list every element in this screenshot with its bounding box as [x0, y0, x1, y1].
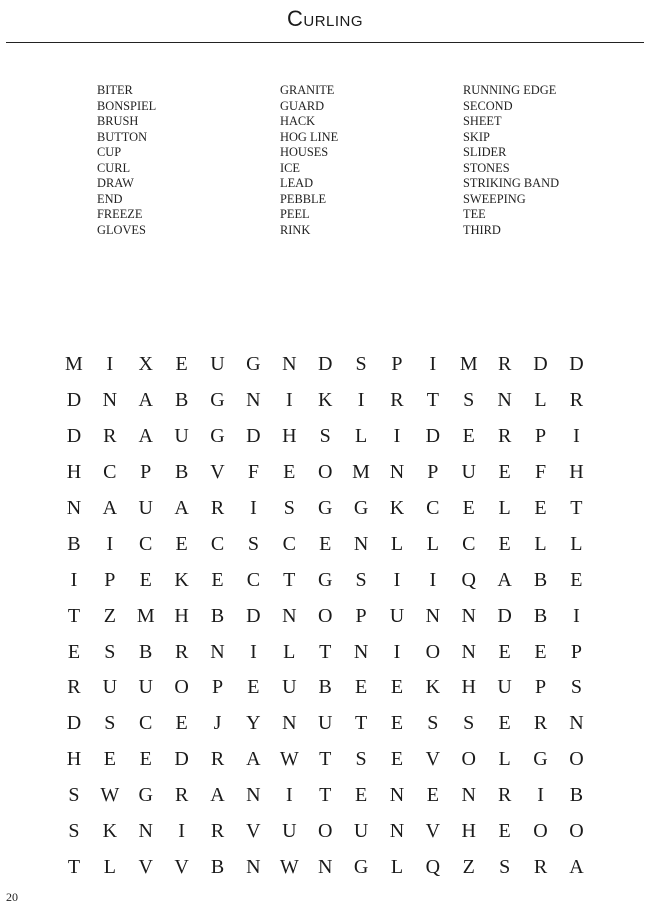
word-list-item: RINK — [280, 222, 311, 237]
grid-letter: U — [353, 820, 369, 843]
word-list-item: SLIDER — [463, 145, 507, 159]
grid-letter: N — [461, 640, 476, 663]
grid-letter: U — [282, 676, 297, 699]
grid-letter: A — [138, 389, 153, 412]
grid-letter: I — [393, 568, 401, 591]
grid-letter: T — [319, 640, 332, 663]
grid-letter: K — [389, 497, 405, 519]
grid-letter: E — [462, 425, 475, 448]
grid-letter: E — [498, 820, 511, 843]
grid-letter: O — [317, 461, 333, 484]
grid-letter: E — [534, 497, 547, 519]
grid-letter: I — [393, 425, 401, 448]
word-list-item: SECOND — [463, 98, 513, 113]
grid-letter: E — [354, 676, 368, 699]
word-list-item: GLOVES — [97, 222, 146, 237]
grid-letter: S — [283, 497, 295, 519]
grid-letter: N — [210, 640, 225, 663]
grid-letter: N — [461, 604, 476, 627]
grid-letter: C — [426, 497, 440, 519]
grid-letter: V — [210, 461, 225, 484]
grid-letter: L — [354, 425, 368, 448]
grid-letter: P — [355, 604, 367, 627]
word-list-item: FREEZE — [97, 207, 143, 221]
grid-letter: P — [104, 568, 116, 591]
grid-letter: G — [317, 568, 333, 591]
grid-letter: T — [319, 748, 332, 771]
grid-letter: E — [211, 568, 224, 591]
word-list-item: CUP — [97, 145, 122, 159]
grid-letter: B — [139, 640, 153, 663]
grid-letter: D — [246, 604, 261, 627]
word-list-item: HOUSES — [280, 145, 329, 159]
grid-letter: T — [319, 784, 332, 807]
grid-letter: G — [317, 497, 333, 519]
grid-letter: H — [174, 604, 189, 627]
grid-letter: T — [283, 568, 296, 591]
page-number: 20 — [6, 890, 18, 904]
grid-letter: P — [140, 461, 152, 484]
grid-letter: R — [497, 425, 512, 448]
grid-letter: E — [390, 712, 404, 735]
grid-letter: C — [462, 532, 476, 555]
grid-letter: N — [66, 497, 82, 519]
word-list-item: RUNNING EDGE — [463, 83, 557, 97]
grid-letter: D — [66, 712, 82, 735]
word-list-item: DRAW — [97, 176, 134, 190]
grid-letter: L — [103, 855, 116, 878]
grid-letter: S — [68, 820, 80, 843]
grid-letter: V — [425, 748, 441, 771]
grid-letter: I — [573, 425, 580, 448]
grid-letter: Y — [246, 712, 261, 735]
grid-letter: R — [569, 389, 584, 412]
grid-letter: P — [427, 461, 439, 484]
grid-letter: S — [463, 712, 475, 735]
grid-letter: G — [353, 855, 369, 878]
grid-letter: N — [317, 855, 333, 878]
grid-letter: N — [282, 353, 297, 376]
grid-letter: N — [389, 784, 405, 807]
grid-letter: C — [282, 532, 296, 555]
word-list-item: SWEEPING — [463, 191, 526, 206]
grid-letter: T — [426, 389, 439, 412]
grid-letter: E — [498, 461, 511, 484]
grid-letter: I — [429, 353, 437, 376]
grid-letter: O — [317, 604, 333, 627]
grid-letter: N — [282, 604, 297, 627]
grid-letter: N — [246, 784, 261, 807]
grid-letter: P — [211, 676, 224, 699]
grid-letter: N — [353, 640, 369, 663]
grid-letter: B — [533, 604, 548, 627]
grid-letter: G — [210, 389, 225, 412]
word-list-item: STONES — [463, 160, 510, 175]
grid-letter: E — [175, 712, 188, 735]
grid-letter: O — [317, 820, 333, 843]
grid-letter: D — [66, 389, 82, 412]
grid-letter: E — [67, 640, 81, 663]
grid-letter: D — [497, 604, 512, 627]
grid-letter: X — [138, 353, 153, 376]
grid-letter: N — [246, 855, 261, 878]
grid-letter: E — [139, 568, 152, 591]
grid-letter: E — [534, 640, 547, 663]
grid-letter: H — [66, 748, 82, 771]
title-divider — [6, 42, 644, 43]
word-list-item: THIRD — [463, 222, 501, 237]
grid-letter: A — [102, 497, 118, 519]
word-list-column-1 — [97, 83, 267, 238]
grid-letter: W — [279, 748, 299, 771]
grid-letter: D — [174, 748, 189, 771]
grid-letter: O — [461, 748, 476, 771]
grid-letter: B — [533, 568, 548, 591]
word-list-item: BITER — [97, 83, 133, 97]
grid-letter: N — [389, 461, 405, 484]
grid-letter: N — [569, 712, 584, 735]
grid-letter: H — [282, 425, 297, 448]
grid-letter: U — [138, 497, 153, 519]
word-list-item: GRANITE — [280, 83, 335, 97]
grid-letter: U — [138, 676, 153, 699]
grid-letter: E — [319, 532, 332, 555]
grid-letter: F — [247, 461, 259, 484]
grid-letter: A — [497, 568, 512, 591]
word-list-item: GUARD — [280, 98, 325, 113]
grid-letter: G — [138, 784, 153, 807]
grid-letter: R — [67, 676, 81, 699]
grid-letter: N — [389, 820, 405, 843]
grid-letter: P — [391, 353, 403, 376]
grid-letter: B — [67, 532, 81, 555]
grid-letter: B — [174, 389, 189, 412]
grid-letter: T — [67, 855, 81, 878]
word-list-item: PEBBLE — [280, 191, 327, 206]
grid-letter: N — [497, 389, 512, 412]
grid-letter: B — [318, 676, 332, 699]
grid-letter: A — [569, 855, 584, 878]
grid-letter: E — [462, 497, 475, 519]
grid-letter: K — [425, 676, 441, 699]
grid-letter: U — [317, 712, 333, 735]
grid-letter: S — [319, 425, 331, 448]
grid-letter: G — [353, 497, 369, 519]
grid-letter: L — [534, 389, 547, 412]
grid-letter: R — [174, 784, 189, 807]
word-list-column-2 — [280, 83, 450, 238]
grid-letter: M — [352, 461, 370, 484]
grid-letter: U — [282, 820, 297, 843]
grid-letter: D — [246, 425, 261, 448]
word-list-item: END — [97, 191, 123, 206]
page-title: Curling — [286, 6, 364, 31]
grid-letter: L — [498, 748, 511, 771]
grid-letter: J — [213, 712, 222, 735]
word-list-item: SKIP — [463, 129, 490, 144]
grid-letter: B — [210, 604, 225, 627]
grid-letter: C — [246, 568, 261, 591]
grid-letter: R — [210, 820, 225, 843]
grid-letter: E — [498, 712, 511, 735]
grid-letter: C — [103, 461, 117, 484]
grid-letter: V — [425, 820, 441, 843]
grid-letter: G — [210, 425, 225, 448]
grid-letter: I — [106, 353, 114, 376]
word-list-item: BONSPIEL — [97, 98, 157, 113]
grid-letter: I — [393, 640, 401, 663]
grid-letter: V — [246, 820, 261, 843]
grid-letter: E — [175, 353, 188, 376]
grid-letter: D — [425, 425, 441, 448]
grid-letter: N — [461, 784, 476, 807]
grid-letter: H — [569, 461, 584, 484]
grid-letter: L — [283, 640, 296, 663]
grid-letter: U — [174, 425, 189, 448]
grid-letter: V — [174, 855, 189, 878]
grid-letter: O — [425, 640, 441, 663]
grid-letter: S — [355, 748, 367, 771]
grid-letter: Z — [462, 855, 475, 878]
grid-letter: R — [103, 425, 117, 448]
grid-letter: A — [246, 748, 261, 771]
grid-letter: L — [534, 532, 547, 555]
grid-letter: I — [178, 820, 185, 843]
grid-letter: S — [499, 855, 511, 878]
grid-letter: T — [67, 604, 81, 627]
grid-letter: K — [317, 389, 333, 412]
grid-letter: L — [570, 532, 583, 555]
grid-letter: N — [353, 532, 369, 555]
grid-letter: I — [70, 568, 78, 591]
grid-letter: L — [390, 532, 404, 555]
word-list-item: STRIKING BAND — [463, 176, 560, 190]
grid-letter: W — [279, 855, 299, 878]
word-list-item: BUTTON — [97, 129, 148, 144]
grid-letter: S — [247, 532, 259, 555]
grid-letter: I — [250, 640, 257, 663]
grid-letter: U — [102, 676, 118, 699]
word-list-item: HACK — [280, 114, 316, 128]
grid-letter: H — [461, 820, 476, 843]
grid-letter: Q — [425, 855, 441, 878]
grid-letter: T — [570, 497, 583, 519]
grid-letter: R — [497, 784, 512, 807]
grid-letter: S — [463, 389, 475, 412]
grid-letter: S — [68, 784, 80, 807]
grid-letter: I — [106, 532, 114, 555]
grid-letter: E — [103, 748, 116, 771]
grid-letter: E — [247, 676, 260, 699]
grid-letter: R — [390, 389, 404, 412]
word-list-item: ICE — [280, 160, 300, 175]
grid-letter: Q — [461, 568, 476, 591]
grid-letter: F — [534, 461, 547, 484]
grid-letter: C — [210, 532, 225, 555]
grid-letter: L — [390, 855, 404, 878]
word-list-item: TEE — [463, 207, 486, 221]
word-list-item: HOG LINE — [280, 129, 339, 144]
grid-letter: V — [138, 855, 153, 878]
grid-letter: I — [429, 568, 437, 591]
grid-letter: D — [317, 353, 333, 376]
grid-letter: R — [497, 353, 512, 376]
grid-letter: I — [537, 784, 544, 807]
grid-letter: D — [569, 353, 584, 376]
word-list-item: SHEET — [463, 114, 502, 128]
grid-letter: O — [533, 820, 548, 843]
grid-letter: R — [210, 748, 225, 771]
grid-letter: I — [573, 604, 580, 627]
grid-letter: U — [461, 461, 476, 484]
grid-letter: S — [104, 712, 116, 735]
grid-letter: S — [355, 568, 367, 591]
grid-letter: O — [174, 676, 189, 699]
grid-letter: E — [283, 461, 296, 484]
grid-letter: E — [498, 640, 511, 663]
grid-letter: I — [285, 389, 293, 412]
grid-letter: O — [569, 820, 584, 843]
grid-letter: I — [357, 389, 365, 412]
grid-letter: H — [461, 676, 476, 699]
grid-letter: U — [389, 604, 405, 627]
grid-letter: D — [533, 353, 548, 376]
grid-letter: L — [498, 497, 511, 519]
grid-letter: B — [569, 784, 584, 807]
grid-letter: D — [66, 425, 82, 448]
grid-letter: S — [570, 676, 582, 699]
grid-letter: O — [569, 748, 584, 771]
grid-letter: P — [534, 425, 547, 448]
grid-letter: G — [533, 748, 548, 771]
grid-letter: N — [246, 389, 261, 412]
grid-letter: N — [138, 820, 153, 843]
grid-letter: U — [210, 353, 225, 376]
grid-letter: L — [426, 532, 439, 555]
grid-letter: M — [459, 353, 478, 376]
grid-letter: E — [390, 676, 404, 699]
grid-letter: C — [139, 712, 153, 735]
grid-letter: A — [138, 425, 153, 448]
grid-letter: K — [102, 820, 118, 843]
grid-letter: R — [210, 497, 225, 519]
grid-letter: N — [282, 712, 297, 735]
grid-letter: B — [174, 461, 189, 484]
word-list-item: PEEL — [280, 207, 310, 221]
grid-letter: P — [570, 640, 582, 663]
grid-letter: G — [246, 353, 261, 376]
grid-letter: R — [533, 712, 548, 735]
word-list-column-3 — [463, 83, 633, 238]
grid-letter: R — [174, 640, 189, 663]
grid-letter: Z — [103, 604, 116, 627]
grid-letter: W — [100, 784, 120, 807]
grid-letter: E — [175, 532, 188, 555]
grid-letter: E — [390, 748, 404, 771]
grid-letter: S — [355, 353, 367, 376]
grid-letter: C — [139, 532, 153, 555]
word-list-item: CURL — [97, 160, 131, 175]
word-list-item: BRUSH — [97, 114, 139, 128]
grid-letter: M — [136, 604, 155, 627]
grid-letter: K — [174, 568, 189, 591]
grid-letter: A — [210, 784, 225, 807]
grid-letter: R — [533, 855, 548, 878]
grid-letter: N — [102, 389, 118, 412]
grid-letter: I — [250, 497, 257, 519]
grid-letter: B — [210, 855, 225, 878]
grid-letter: S — [427, 712, 439, 735]
grid-letter: S — [104, 640, 116, 663]
grid-letter: E — [354, 784, 368, 807]
word-search-grid — [56, 347, 594, 885]
grid-letter: A — [174, 497, 189, 519]
grid-letter: M — [65, 353, 83, 376]
grid-letter: E — [426, 784, 439, 807]
grid-letter: I — [285, 784, 293, 807]
grid-letter: U — [497, 676, 512, 699]
grid-letter: H — [66, 461, 82, 484]
grid-letter: N — [425, 604, 441, 627]
grid-letter: T — [354, 712, 368, 735]
grid-letter: E — [139, 748, 152, 771]
grid-letter: P — [534, 676, 547, 699]
word-list-item: LEAD — [280, 176, 314, 190]
grid-letter: E — [498, 532, 511, 555]
grid-letter: E — [570, 568, 583, 591]
